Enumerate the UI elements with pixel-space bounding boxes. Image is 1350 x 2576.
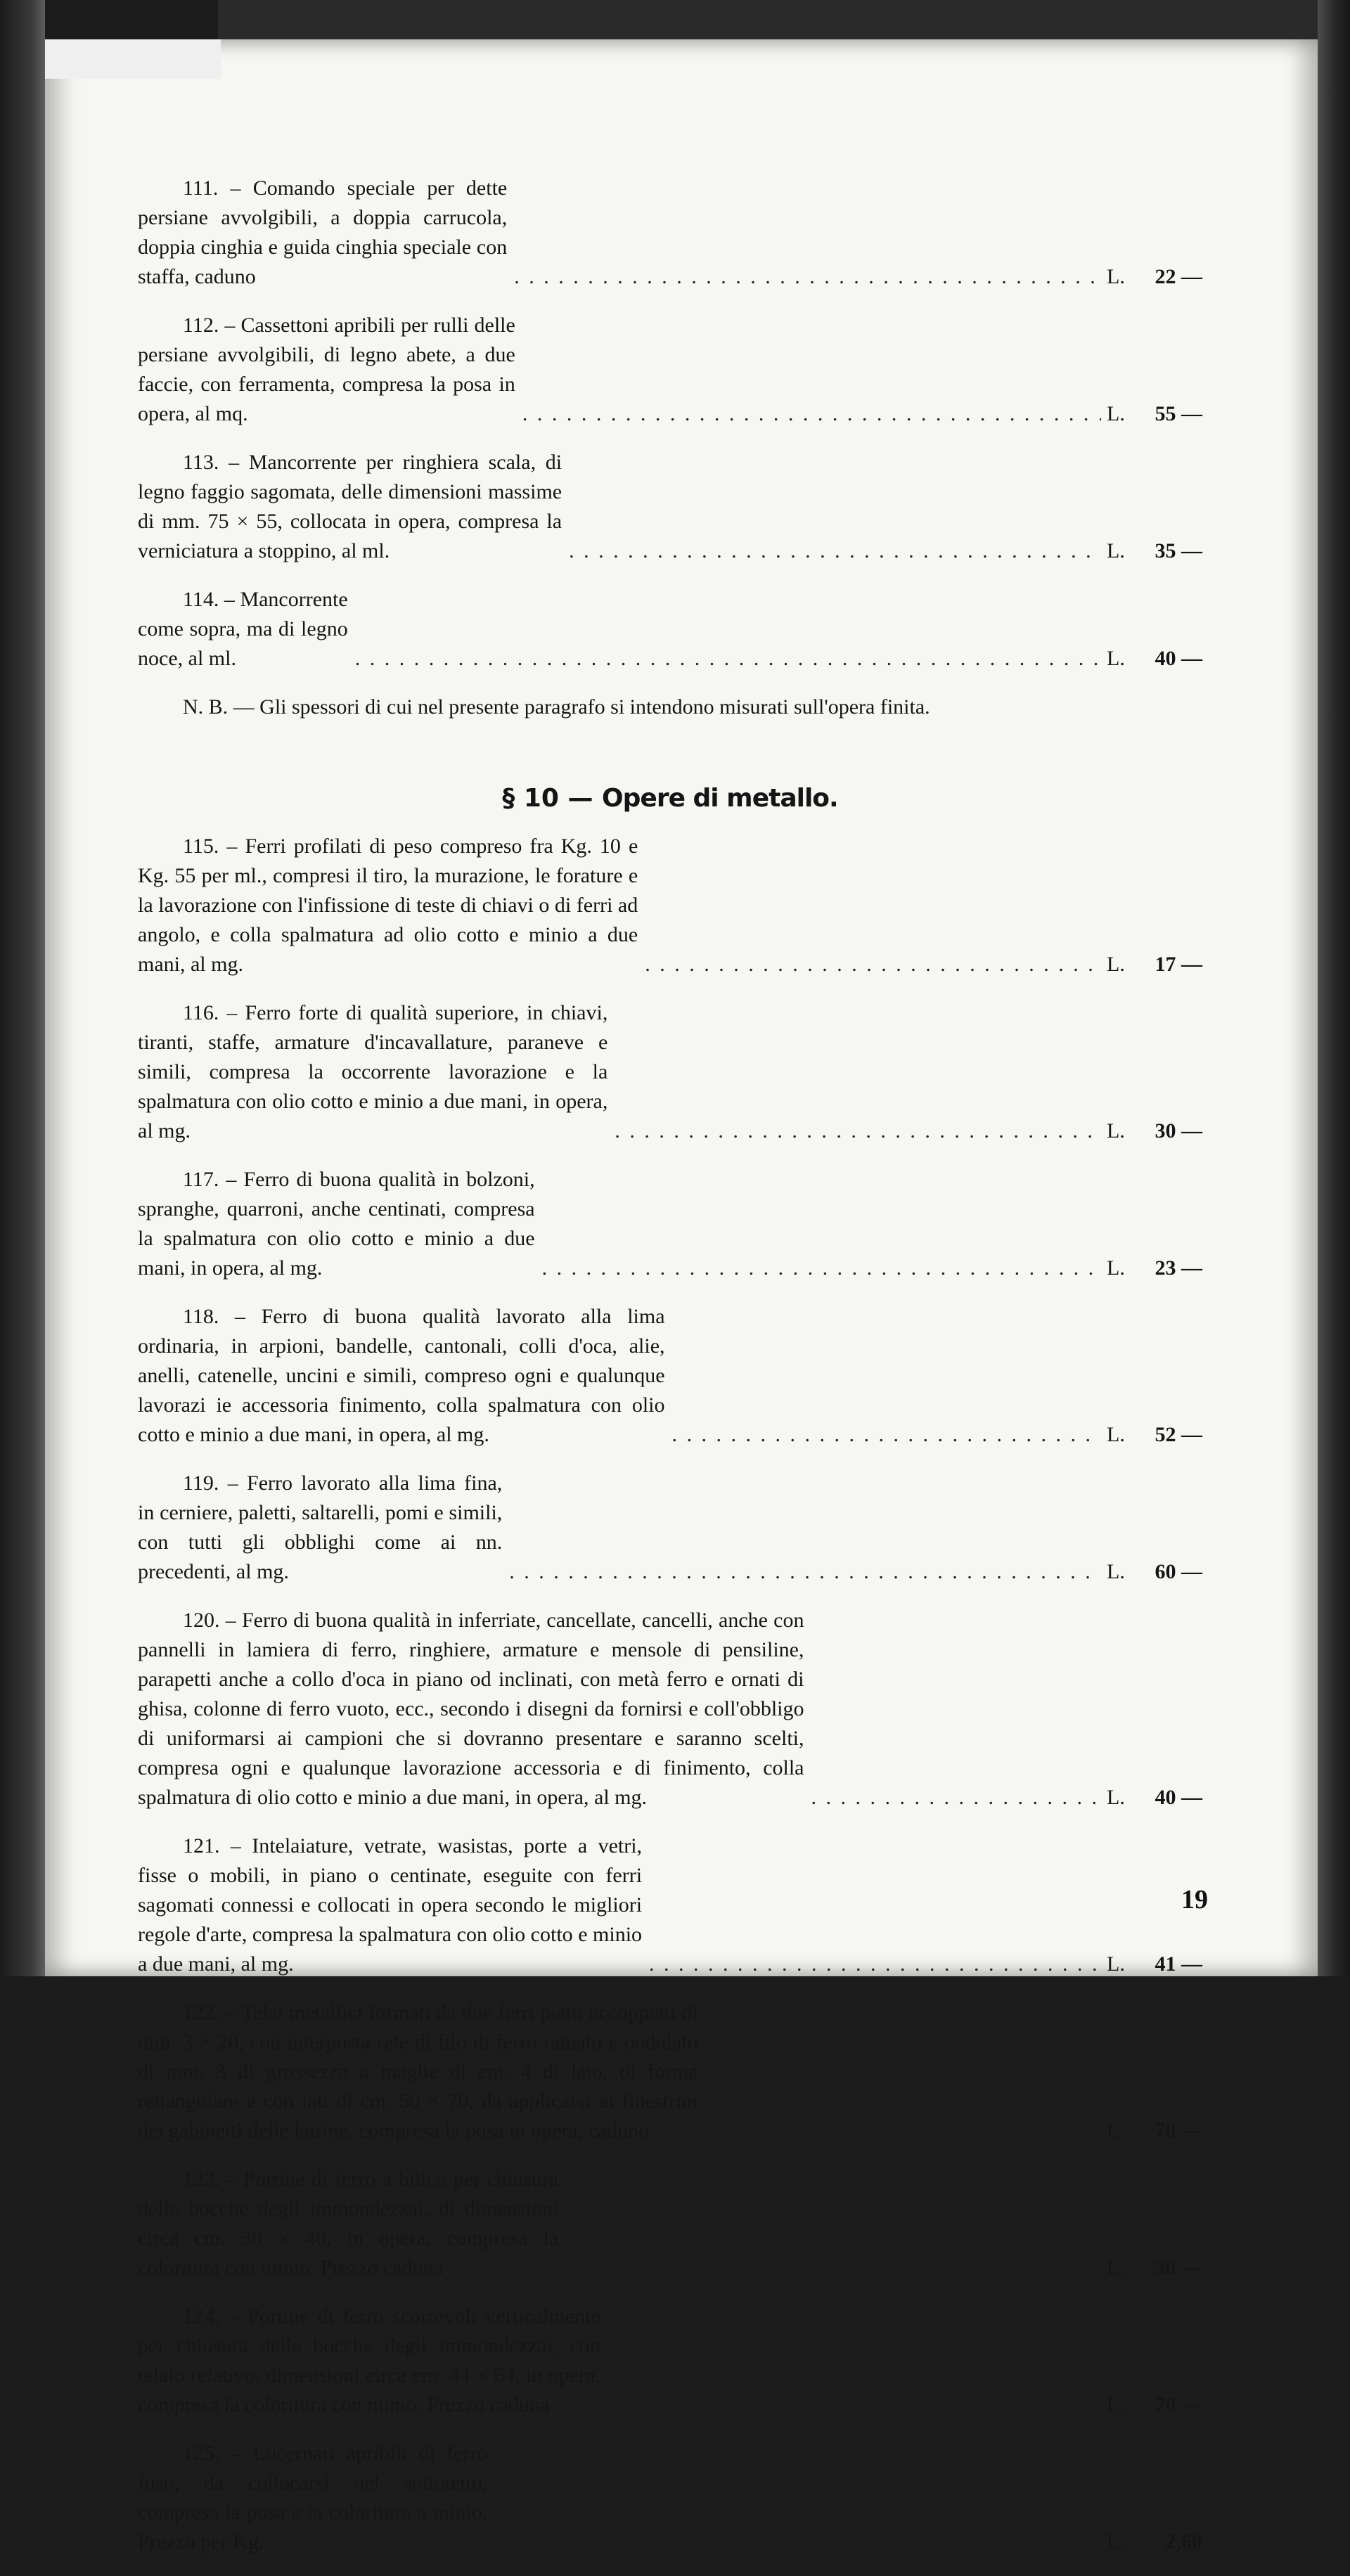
price-entry: [138, 1998, 1202, 2146]
price-entry: [138, 1165, 1202, 1283]
entry-text: – Ferro lavorato alla lima fina, in cerniere, paletti, saltarelli, pomi e simili, con tutti gli obblighi come ai nn. precedenti, al mg.: [138, 1471, 503, 1583]
entry-body: [138, 585, 348, 674]
entry-body: [138, 1469, 502, 1587]
entry-row: [138, 1469, 1202, 1587]
entry-body: [138, 1302, 665, 1450]
entry-body: [138, 174, 507, 292]
price-entry: [138, 448, 1202, 566]
entry-number: 122.: [183, 2001, 220, 2024]
leader-dots: [494, 2527, 1101, 2557]
entry-number: 115.: [183, 835, 219, 858]
currency-label: L.: [1107, 402, 1125, 425]
entry-row: [138, 448, 1202, 566]
price-value: 17 —: [1155, 953, 1202, 976]
entry-body: [138, 311, 515, 429]
leader-dots: [672, 1420, 1101, 1450]
entry-row: [138, 1998, 1202, 2146]
entry-body: [138, 2165, 558, 2283]
price-value: 70 —: [1155, 2119, 1202, 2142]
currency-label: L.: [1107, 2530, 1125, 2554]
section-number: 10: [523, 784, 559, 813]
entry-text: – Ferro di buona qualità in inferriate, cancellate, cancelli, anche con pannelli in lamiera di ferro, ringhiere, armature e mensole di pensiline, parapetti anche a collo d'oca in piano od inclinati, con metà ferro e ornati di ghisa, colonne di ferro vuoto, ecc., secondo i disegni da fornirsi e coll'obbligo di uniformarsi ai campioni che si dovranno presentare e saranno scelti, compresa ogni e qualunque lavorazione accessoria e di finimento, colla spalmatura di olio cotto e minio a due mani, in opera, al mg.: [138, 1609, 804, 1809]
leader-dots: [355, 644, 1101, 674]
leader-dots: [705, 2116, 1101, 2146]
price-value: 2,60: [1165, 2530, 1202, 2554]
entry-body: [138, 2439, 487, 2557]
entry-body: [138, 1606, 804, 1812]
leader-dots: [615, 1116, 1101, 1146]
currency-label: L.: [1107, 539, 1125, 562]
entry-body: [138, 2302, 600, 2420]
entry-number: 119.: [183, 1471, 219, 1495]
price-entry: [138, 832, 1202, 979]
entry-body: [138, 832, 638, 979]
entry-row: [138, 2165, 1202, 2283]
currency-label: L.: [1107, 1560, 1125, 1583]
entry-left: [138, 448, 1107, 566]
entry-number: 118.: [183, 1305, 219, 1328]
price-entry: [138, 1606, 1202, 1812]
leader-dots: [514, 262, 1101, 292]
price-entry: [138, 174, 1202, 292]
entry-left: [138, 585, 1107, 674]
entry-row: [138, 1302, 1202, 1450]
entry-row: [138, 2439, 1202, 2557]
price-entry: [138, 311, 1202, 429]
entry-text: – Cassettoni apribili per rulli delle persiane avvolgibili, di legno abete, a due faccie, con ferramenta, compresa la posa in opera, al mq.: [138, 314, 515, 425]
section-title: Opere di metallo.: [602, 784, 838, 813]
price-list-column: [138, 174, 1202, 2576]
price-value: 22 —: [1155, 265, 1202, 288]
price-value: 40 —: [1155, 1786, 1202, 1809]
currency-label: L.: [1107, 265, 1125, 288]
price-entry: [138, 1302, 1202, 1450]
leader-dots: [811, 1783, 1102, 1812]
entry-row: [138, 1831, 1202, 1979]
entry-number: 117.: [183, 1168, 219, 1191]
entry-body: [138, 1831, 642, 1979]
currency-label: L.: [1107, 1256, 1125, 1280]
entry-row: [138, 585, 1202, 674]
price-value: 30 —: [1155, 2256, 1202, 2279]
entry-text: – Telai metallici formati da due ferri piatti accoppiati di mm. 3 × 20, con interposta rete di filo di ferro ramato e ondulato di mm. 3 di grossezza a maglie di cm. 4 di lato, di forma rettangolare e con lati di cm. 50 × 70, da applicarsi ai finestrini dei gabinetti delle latrine, compresa la posa in opera, caduno: [138, 2001, 698, 2142]
price-value: 23 —: [1155, 1256, 1202, 1280]
entry-number: 125.: [183, 2442, 220, 2465]
entry-row: [138, 311, 1202, 429]
currency-label: L.: [1107, 2393, 1125, 2416]
currency-label: L.: [1107, 1423, 1125, 1446]
leader-dots: [509, 1557, 1101, 1587]
currency-label: L.: [1107, 953, 1125, 976]
entry-left: [138, 1831, 1107, 1979]
leader-dots: [565, 2253, 1101, 2283]
entry-number: 123.: [183, 2168, 220, 2191]
price-entry: [138, 2439, 1202, 2557]
entry-number: 111.: [183, 176, 219, 200]
entry-row: [138, 2302, 1202, 2420]
entry-number: 113.: [183, 451, 219, 474]
currency-label: L.: [1107, 1952, 1125, 1976]
price-entry: [138, 1831, 1202, 1979]
price-value: 70 —: [1155, 2393, 1202, 2416]
entry-text: – Portine di ferro scorrevoli verticalmente per chiusura delle bocche degli immondezzai, con telaio relativo, dimensioni circa cm. 44 × 64, in opera, compresa la coloritura con minio. Prezzo caduna: [138, 2305, 600, 2416]
leader-dots: [522, 399, 1101, 429]
section-symbol: §: [502, 784, 515, 813]
entry-number: 116.: [183, 1001, 219, 1024]
page-top-edge: [45, 39, 221, 79]
entry-text: – Ferro forte di qualità superiore, in chiavi, tiranti, staffe, armature d'incavallature, paraneve e simili, compresa la occorrente lavorazione e la spalmatura con olio cotto e minio a due mani, in opera, al mg.: [138, 1001, 608, 1142]
entry-text: – Portine di ferro a bilico per chiusura delle bocche degli immondezzai, di dimensioni circa cm. 30 × 40, in opera, compresa la coloritura con minio. Prezzo caduna: [138, 2168, 559, 2279]
price-value: 30 —: [1155, 1119, 1202, 1142]
entry-number: 112.: [183, 314, 219, 337]
entry-left: [138, 2302, 1107, 2420]
entry-left: [138, 1302, 1107, 1450]
price-value: 35 —: [1155, 539, 1202, 562]
entry-left: [138, 2165, 1107, 2283]
entry-text: – Comando speciale per dette persiane avvolgibili, a doppia carrucola, doppia cinghia e guida cinghia speciale con staffa, caduno: [138, 176, 508, 288]
currency-label: L.: [1107, 1119, 1125, 1142]
currency-label: L.: [1107, 1786, 1125, 1809]
entry-left: [138, 1469, 1107, 1587]
entry-number: 124.: [183, 2305, 220, 2328]
entry-number: 120.: [183, 1609, 220, 1632]
leader-dots: [608, 2390, 1101, 2420]
price-entry: [138, 1469, 1202, 1587]
price-entry: [138, 2165, 1202, 2283]
price-entry: [138, 2302, 1202, 2420]
price-value: 41 —: [1155, 1952, 1202, 1976]
leader-dots: [569, 536, 1101, 566]
section-dash: —: [567, 784, 593, 813]
scan-right-border: [1318, 0, 1350, 1976]
entry-left: [138, 1165, 1107, 1283]
scan-left-border: [0, 0, 45, 1976]
entry-text: – Mancorrente come sopra, ma di legno noce, al ml.: [138, 588, 348, 670]
entry-body: [138, 1165, 535, 1283]
leader-dots: [649, 1950, 1101, 1979]
page-number: 19: [1181, 1885, 1208, 1914]
entry-left: [138, 1606, 1107, 1812]
entry-row: [138, 1606, 1202, 1812]
entry-left: [138, 174, 1107, 292]
entry-left: [138, 1998, 1107, 2146]
entry-text: – Ferri profilati di peso compreso fra Kg. 10 e Kg. 55 per ml., compresi il tiro, la murazione, le forature e la lavorazione con l'infissione di teste di chiavi o di ferri ad angolo, e colla spalmatura ad olio cotto e minio a due mani, al mg.: [138, 835, 638, 976]
scan-top-border: [218, 0, 1350, 39]
entry-row: [138, 1165, 1202, 1283]
entry-number: 114.: [183, 588, 219, 611]
price-entry: [138, 585, 1202, 674]
price-value: 60 —: [1155, 1560, 1202, 1583]
leader-dots: [645, 950, 1101, 979]
currency-label: L.: [1107, 2119, 1125, 2142]
price-value: 55 —: [1155, 402, 1202, 425]
entry-left: [138, 311, 1107, 429]
entry-text: – Ferro di buona qualità in bolzoni, spranghe, quarroni, anche centinati, compresa la spalmatura con olio cotto e minio a due mani, in opera, al mg.: [138, 1168, 535, 1280]
entry-row: [138, 998, 1202, 1146]
note-paragraph: N. B. — Gli spessori di cui nel presente paragrafo si intendono misurati sull'opera finita.: [183, 695, 930, 719]
entry-left: [138, 998, 1107, 1146]
entries-before-section: [138, 174, 1202, 674]
price-value: 40 —: [1155, 647, 1202, 670]
price-entry: [138, 998, 1202, 1146]
entry-left: [138, 2439, 1107, 2557]
entry-text: – Mancorrente per ringhiera scala, di legno faggio sagomata, delle dimensioni massime di mm. 75 × 55, collocata in opera, compresa la verniciatura a stoppino, al ml.: [138, 451, 562, 562]
entry-text: – Ferro di buona qualità lavorato alla lima ordinaria, in arpioni, bandelle, cantonali, colli d'oca, alie, anelli, catenelle, uncini e simili, compreso ogni e qualunque lavorazi ie accessoria finimento, colla spalmatura con olio cotto e minio a due mani, in opera, al mg.: [138, 1305, 665, 1446]
entry-number: 121.: [183, 1834, 220, 1857]
entry-text: – Lucernari apribili di ferro fuso, da collocarsi nel sottotetto, compresa la posa e la coloritura a minio. Prezzo per Kg.: [138, 2442, 488, 2554]
entry-left: [138, 832, 1107, 979]
entry-text: – Intelaiature, vetrate, wasistas, porte a vetri, fisse o mobili, in piano o centinate, eseguite con ferri sagomati connessi e collocati in opera secondo le migliori regole d'arte, compresa la spalmatura con olio cotto e minio a due mani, al mg.: [138, 1834, 643, 1976]
price-value: 52 —: [1155, 1423, 1202, 1446]
section-heading: [138, 784, 1202, 813]
currency-label: L.: [1107, 647, 1125, 670]
leader-dots: [542, 1254, 1101, 1283]
entry-body: [138, 998, 608, 1146]
entry-row: [138, 174, 1202, 292]
entry-row: [138, 832, 1202, 979]
entries-after-section: [138, 832, 1202, 2557]
currency-label: L.: [1107, 2256, 1125, 2279]
entry-body: [138, 1998, 698, 2146]
entry-body: [138, 448, 562, 566]
